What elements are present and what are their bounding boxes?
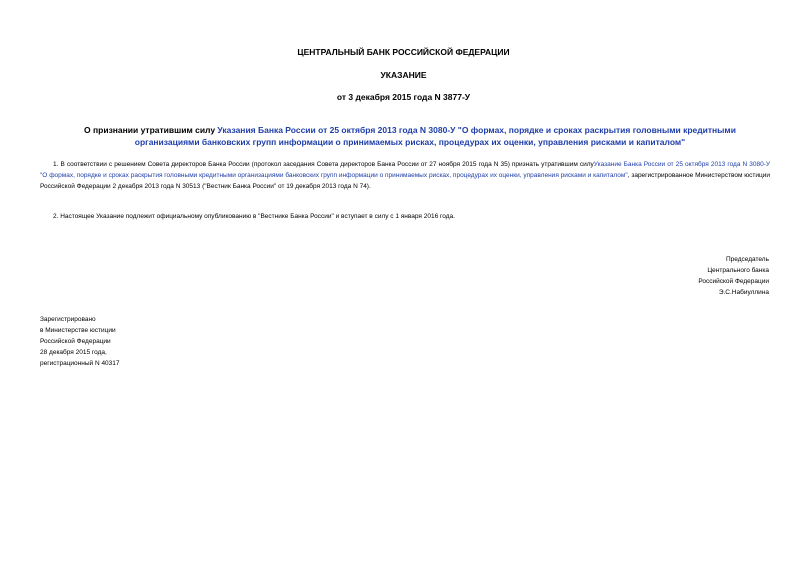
subject-link[interactable]: Указания Банка России от 25 октября 2013 года N 3080-У "О формах, порядке и сроках раскрытия головными кредитными организациями банковских групп информации о принимаемых рисках, процедурах их оценки, управления рисками и капиталом" <box>134 125 736 147</box>
signature-line: Центрального банка <box>707 267 769 274</box>
paragraph-2: 2. Настоящее Указание подлежит официальному опубликованию в "Вестнике Банка России" и вступает в силу с 1 января 2016 года. <box>53 213 455 220</box>
registration-line: Зарегистрировано <box>40 316 96 323</box>
signature-line: Э.С.Набиуллина <box>718 289 769 296</box>
registration-line: регистрационный N 40317 <box>40 360 120 367</box>
registration-line: Российской Федерации <box>40 338 111 345</box>
paragraph-1 <box>40 159 770 192</box>
signature-line: Председатель <box>725 256 769 263</box>
doc-date-number: от 3 декабря 2015 года N 3877-У <box>336 92 471 102</box>
registration-line: 28 декабря 2015 года, <box>40 349 107 356</box>
doc-subject <box>60 124 760 148</box>
paragraph-1-link[interactable]: Указание Банка России от 25 октября 2013 года N 3080-У "О формах, порядке и сроках раскрытия головными кредитными организациями банковских групп информации о принимаемых рисках, процедурах их оценки, управления рисками и капиталом" <box>40 161 770 179</box>
signature-line: Российской Федерации <box>698 278 769 285</box>
doc-type-title: УКАЗАНИЕ <box>380 70 427 80</box>
registration-line: в Министерстве юстиции <box>40 327 116 334</box>
signature-block <box>569 254 769 298</box>
subject-prefix: О признании утратившим силу <box>84 125 218 135</box>
paragraph-1-suffix: , зарегистрированное Министерством юстиции Российской Федерации 2 декабря 2013 года N 30513 ("Вестник Банка России" от 19 декабря 2013 года N 74). <box>40 172 771 190</box>
paragraph-1-prefix: 1. В соответствии с решением Совета директоров Банка России (протокол заседания Совета директоров Банка России от 27 ноября 2015 года N 35) признать утратившим силу <box>53 161 594 168</box>
org-title: ЦЕНТРАЛЬНЫЙ БАНК РОССИЙСКОЙ ФЕДЕРАЦИИ <box>297 47 510 57</box>
registration-block <box>40 314 340 369</box>
